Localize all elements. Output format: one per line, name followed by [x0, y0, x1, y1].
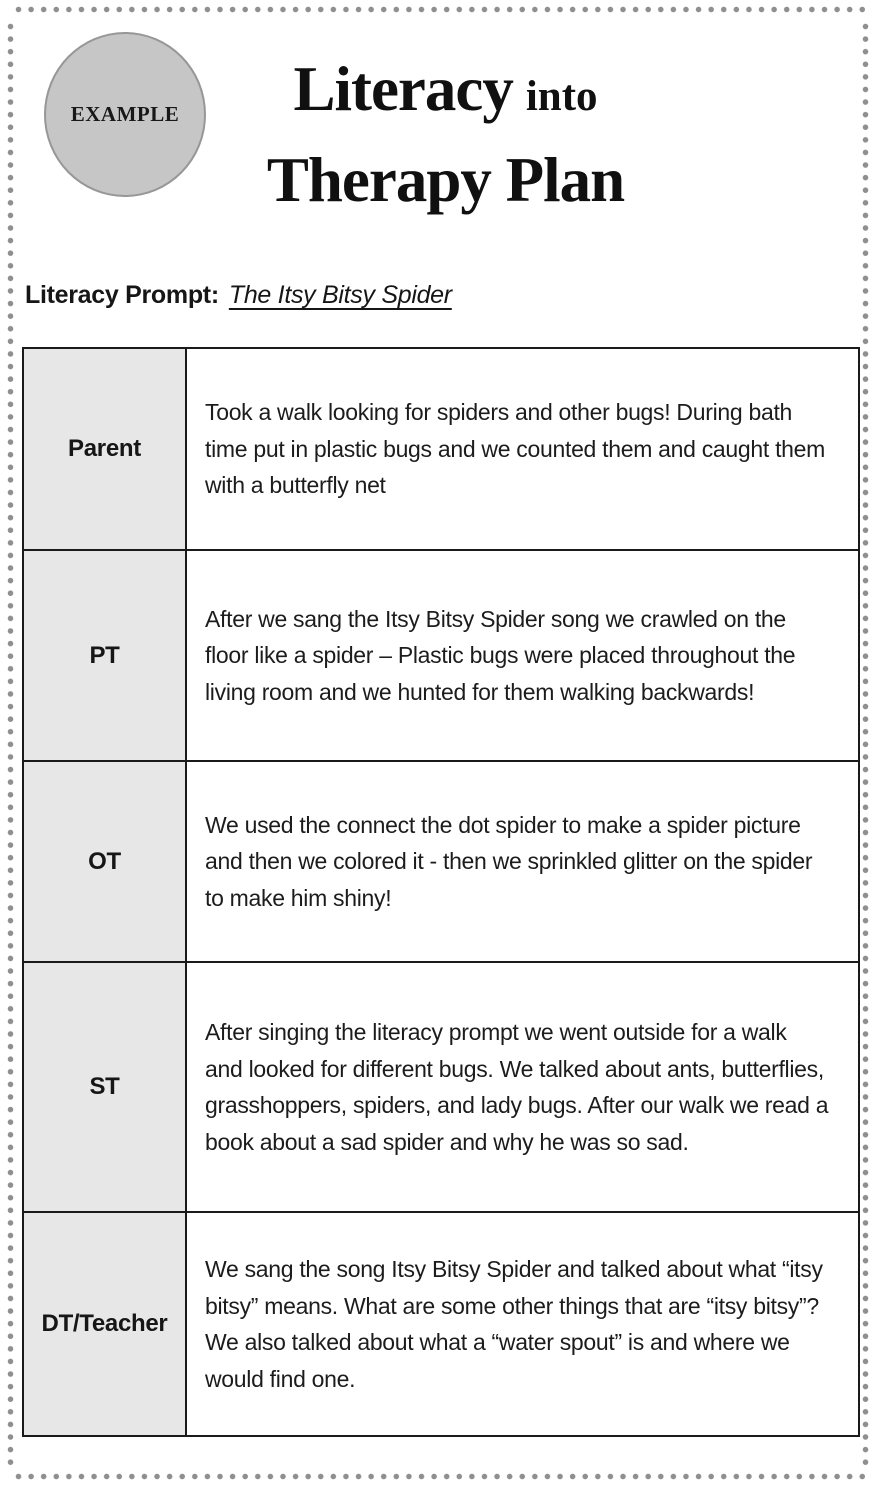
- literacy-prompt: [25, 281, 452, 310]
- row-label: Parent: [24, 349, 187, 549]
- therapy-plan-table: [22, 347, 860, 1437]
- dotted-border-top: [14, 5, 865, 14]
- row-label: PT: [24, 551, 187, 760]
- row-text: After singing the literacy prompt we went outside for a walk and looked for different bugs. We talked about ants, butterflies, grasshoppers, spiders, and lady bugs. After our walk we read a book about a sad spider and why he was so sad.: [205, 1019, 829, 1155]
- example-badge: [44, 32, 206, 197]
- row-text-cell: [187, 963, 858, 1211]
- row-text: After we sang the Itsy Bitsy Spider song we crawled on the floor like a spider – Plastic bugs were placed throughout the living room and we hunted for them walking backwards!: [205, 605, 796, 705]
- title-word-into: into: [525, 73, 598, 120]
- table-row: [24, 349, 858, 551]
- row-text-cell: [187, 762, 858, 961]
- row-text: We used the connect the dot spider to make a spider picture and then we colored it - then we sprinkled glitter on the spider to make him shiny!: [205, 811, 813, 911]
- table-row: [24, 762, 858, 963]
- table-row: [24, 963, 858, 1213]
- row-text-cell: [187, 551, 858, 760]
- row-text-cell: [187, 1213, 858, 1435]
- page-title: [208, 52, 683, 217]
- dotted-border-bottom: [14, 1472, 865, 1481]
- table-row: [24, 551, 858, 762]
- title-word-literacy: Literacy: [293, 54, 513, 124]
- literacy-prompt-label: Literacy Prompt:: [25, 281, 219, 309]
- example-badge-label: EXAMPLE: [70, 102, 180, 126]
- row-text: We sang the song Itsy Bitsy Spider and talked about what “itsy bitsy” means. What are some other things that are “itsy bitsy”? We also talked about what a “water spout” is and where we would find one.: [205, 1256, 823, 1392]
- page-title-line1: [208, 52, 683, 143]
- page-title-line2: Therapy Plan: [266, 145, 625, 215]
- row-text: Took a walk looking for spiders and other bugs! During bath time put in plastic bugs and we counted them and caught them with a butterfly net: [205, 399, 826, 499]
- table-row: [24, 1213, 858, 1435]
- row-label: DT/Teacher: [24, 1213, 187, 1435]
- row-text-cell: [187, 349, 858, 549]
- dotted-border-right: [861, 22, 870, 1471]
- dotted-border-left: [6, 22, 15, 1471]
- row-label: OT: [24, 762, 187, 961]
- row-label: ST: [24, 963, 187, 1211]
- literacy-prompt-value: The Itsy Bitsy Spider: [228, 281, 452, 309]
